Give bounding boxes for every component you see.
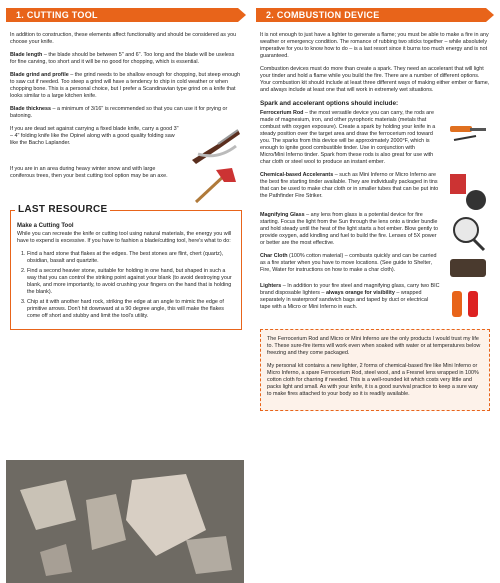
folding-knife-image	[188, 126, 242, 166]
step-item: 3. Chip at it with another hard rock, striking the edge at an angle to mimic the edge of primitive arrows. Don't hit downward at a 90 degree angle, this will make the flakes come off short and stubby and limit the tool's utility.	[27, 299, 235, 320]
magnifying-row	[260, 212, 490, 253]
note-text-1: The Ferrocerium Rod and Micro or Mini Inferno are the only products I would trust my life to. These sure-fire items will work even when soaked with water or at temperatures below freezing and they come packaged.	[267, 336, 481, 356]
personal-kit-note	[260, 329, 490, 411]
step-item: 2. Find a second heavier stone, suitable for holding in one hand, but shaped in such a way that you can control the striking point against your blank (to avoid destroying your blank, and more importantly, to avoid crushing your fingers on the hand that is holding the blank).	[27, 268, 235, 296]
blade-thickness-para: Blade thickness – a minimum of 3/16" is recommended so that you can use it for prying or batoning.	[10, 106, 228, 119]
ferrocerium-para: Ferrocerium Rod – the most versatile device you can carry, the rods are made of magnesium, iron, and other pyrophoric materials (metals that combust with oxygen exposure). Create a spark by holding your knife in a steady position over the target area and draw the ferrocerium rod toward you. The sparks from this device will be approximately 2000°F, which is enough to ignite good combustible tinder. Use in conjunction with Micro/Mini Inferno tinder. Spark from these rods is also great for use with char cloth or steel wool to produce an instant ember.	[260, 110, 436, 165]
last-resource-box	[10, 204, 242, 330]
inferno-tins-image	[446, 172, 490, 212]
lighters-image	[446, 283, 490, 323]
intro-text-2: Combustion devices must do more than create a spark. They need an accelerant that will light your tinder and hold a flame while you build the fire. There are a number of different options. Your combustion kit should include at least three different ways of making either ember or flame, and always include at least one that will work in extremely wet situations.	[260, 66, 490, 93]
char-cloth-para: Char Cloth (100% cotton material) – combusts quickly and can be carried as a fire starter when you have to move locations. (See guide to Shelter, Fire, Water for instructions on how to make a char cloth).	[260, 253, 437, 273]
blade-grind-para: Blade grind and profile – the grind needs to be shallow enough for chopping, but steep enough to saw cut if needed. Too steep a grind will have a tendency to chip in cold weather or when chopping bone. This is a personal choice, but I prefer a Scandinavian type grind on a knife that looks similar to a large kitchen knife.	[10, 72, 241, 99]
blade-length-para: Blade length – the blade should be between 5" and 6". Too long and the blade will be useless for fine carving, too short and it will be no good for chopping, which is essential.	[10, 52, 235, 65]
ferro-row	[260, 110, 490, 172]
folding-knife-note: If you are dead set against carrying a fixed blade knife, carry a good 3" – 4" folding knife like the Opinel along with a good quality folding saw like the Bacho Laplander.	[10, 126, 179, 146]
axe-image	[186, 166, 242, 206]
lighters-row	[260, 283, 490, 323]
intro-text: In addition to construction, these elements affect functionality and should be considered as you choose your knife.	[10, 32, 237, 45]
ferrocerium-rod-image	[446, 110, 490, 154]
cutting-tool-column	[6, 8, 246, 330]
note-text-2: My personal kit contains a new lighter, 2 forms of chemical-based fire like Mini Inferno or Micro Inferno, a spare Ferrocerium Rod, steel wool, and a Fresnel lens wrapped in 100% cotton cloth for charring if needed. This is a well-rounded kit which costs very little and packs light and small. As with your knife, it is a good survival practice to keep a sure way to make fires attached to your body so it is readily available.	[267, 363, 479, 397]
last-resource-subtitle: Make a Cutting Tool	[17, 223, 74, 229]
chemical-row	[260, 172, 490, 212]
steps-list	[17, 251, 235, 320]
folding-knife-row	[10, 126, 242, 166]
section-header-text: 1. CUTTING TOOL	[16, 10, 98, 20]
last-resource-title: LAST RESOURCE	[15, 204, 110, 215]
axe-row	[10, 166, 242, 206]
header-arrow-icon	[238, 8, 246, 22]
last-resource-intro: While you can recreate the knife or cutting tool using natural materials, the energy you will have to expend is excessive. If you have to fashion a blade/cutting tool, here's what to do:	[17, 231, 232, 244]
char-cloth-row	[260, 253, 490, 283]
step-item: 1. Find a hard stone that flakes at the edges. The best stones are flint, chert (quartz), obsidian, basalt and quartzite.	[27, 251, 235, 265]
combustion-column	[256, 8, 494, 411]
section-header-combustion	[256, 8, 494, 22]
spark-options-title: Spark and accelerant options should include:	[260, 100, 399, 107]
intro-text-1: It is not enough to just have a lighter to generate a flame; you must be able to make a fire in any weather or emergency condition. The romance of rubbing two sticks together – while absolutely imperative for you to know how to do – is a last resort since it burns too much energy and is not guaranteed.	[260, 32, 489, 59]
char-cloth-tin-image	[446, 253, 490, 283]
section-header-cutting-tool	[6, 8, 246, 22]
section-header-text: 2. COMBUSTION DEVICE	[266, 10, 380, 20]
header-arrow-icon	[486, 8, 494, 22]
lighters-para: Lighters – In addition to your fire steel and magnifying glass, carry two BIC brand disposable lighters – always orange for visibility – wrapped separately in waterproof sandwich bags and taped by duct or electrical tape with a Micro or Mini Inferno in each.	[260, 283, 440, 310]
stone-tools-photo	[6, 460, 244, 583]
magnifying-glass-image	[446, 212, 490, 252]
magnifying-para: Magnifying Glass – any lens from glass is a potential device for fire starting. Focus the light from the Sun through the lens onto a tinder bundle and hold steady until the heat of the light starts a hot ember. Blow gently to provide oxygen, add kindling and fuel to build the fire. Lenses of 5X power or better are the most effective.	[260, 212, 439, 246]
chemical-para: Chemical-based Accelerants – such as Mini Inferno or Micro Inferno are the best fire starting tinder available. They are individually packaged in tins that can be used to make char cloth or in smaller tubes that can be put into the Pathfinder Fire Striker.	[260, 172, 439, 199]
axe-note: If you are in an area during heavy winter snow and with large coniferous trees, then your best cutting tool option may be an axe.	[10, 166, 168, 179]
